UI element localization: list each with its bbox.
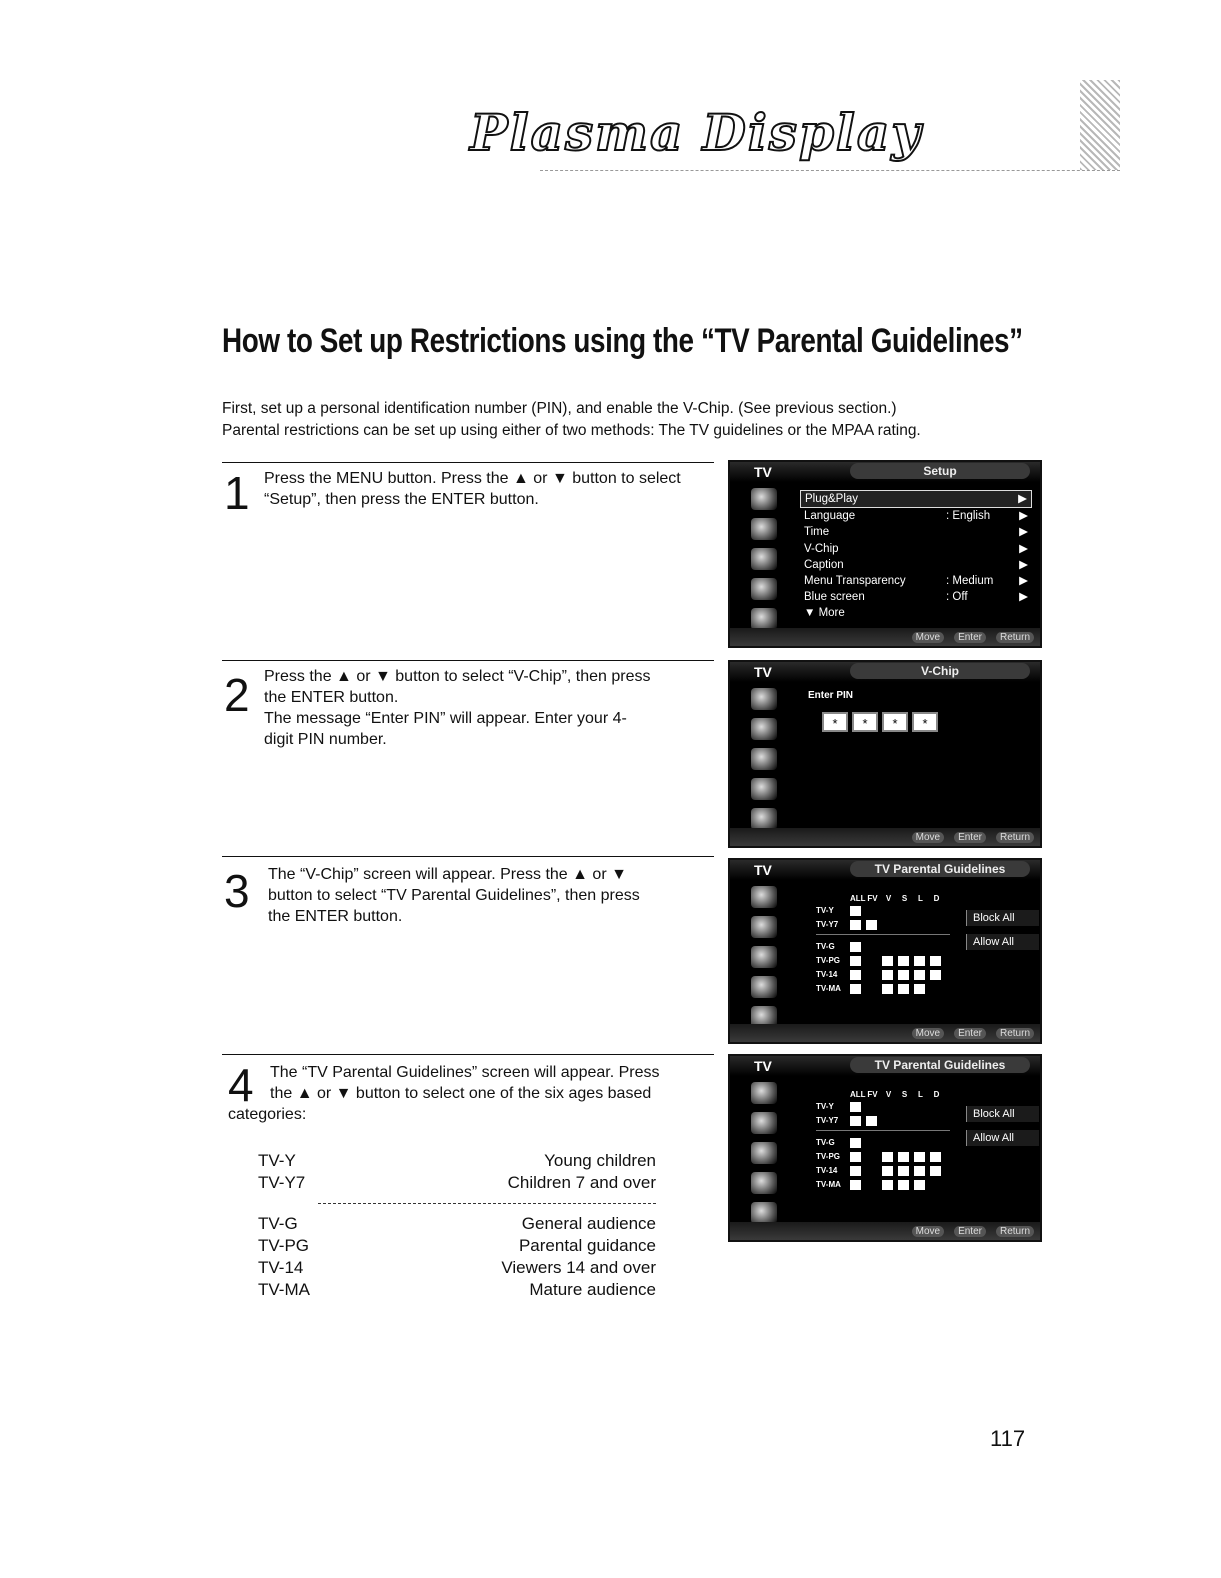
- grid-row[interactable]: [816, 1150, 950, 1163]
- lock-cell[interactable]: [898, 956, 909, 966]
- age-code: TV-G: [258, 1214, 298, 1233]
- lock-cell[interactable]: [898, 984, 909, 994]
- col-header: L: [918, 1090, 923, 1099]
- page-number: 117: [990, 1426, 1026, 1451]
- lock-cell[interactable]: [850, 970, 861, 980]
- grid-row[interactable]: [816, 1164, 950, 1177]
- menu-value: [946, 605, 1016, 621]
- setup-icon: [751, 976, 777, 998]
- lock-cell[interactable]: [930, 970, 941, 980]
- input-icon: [751, 1202, 777, 1224]
- lock-cell[interactable]: [850, 942, 861, 952]
- input-icon: [751, 608, 777, 630]
- lock-cell[interactable]: [882, 1180, 893, 1190]
- tv-label: TV: [754, 1058, 772, 1074]
- page-title: How to Set up Restrictions using the “TV Parental Guidelines”: [222, 322, 1023, 360]
- row-label: TV-MA: [816, 984, 841, 993]
- setup-icon: [751, 1172, 777, 1194]
- menu-value: [946, 557, 1016, 573]
- age-desc: Young children: [544, 1151, 656, 1170]
- age-code: TV-MA: [258, 1280, 310, 1299]
- col-header: S: [901, 894, 908, 903]
- lock-cell[interactable]: [850, 1166, 861, 1176]
- row-label: TV-G: [816, 1138, 835, 1147]
- setup-menu: [800, 490, 1032, 622]
- menu-label: Time: [804, 526, 830, 539]
- lock-cell[interactable]: [850, 920, 861, 930]
- step-line: “Setup”, then press the ENTER button.: [264, 491, 539, 508]
- step-line: The message “Enter PIN” will appear. Enter your 4-: [264, 710, 627, 727]
- step-number: 3: [224, 865, 250, 917]
- tv-label: TV: [754, 862, 772, 878]
- lock-cell[interactable]: [914, 984, 925, 994]
- lock-cell[interactable]: [866, 970, 877, 980]
- step-text: [264, 468, 720, 510]
- menu-item-blue-screen[interactable]: [800, 589, 1032, 605]
- lock-cell[interactable]: [898, 970, 909, 980]
- move-hint: Move: [912, 632, 944, 643]
- arrow-right-icon: [1016, 605, 1028, 621]
- lock-cell[interactable]: [914, 1180, 925, 1190]
- lock-cell[interactable]: [882, 1152, 893, 1162]
- col-header: D: [933, 1090, 940, 1099]
- age-row: [258, 1257, 656, 1279]
- lock-cell[interactable]: [898, 1152, 909, 1162]
- grid-divider: [816, 1130, 950, 1135]
- tv-title-bar: [730, 1056, 1040, 1076]
- menu-label: Plug&Play: [805, 493, 859, 505]
- step-divider: [222, 462, 714, 463]
- tv-title-bar: [730, 662, 1040, 682]
- age-category-list: [258, 1150, 656, 1301]
- grid-row[interactable]: [816, 968, 950, 981]
- lock-cell[interactable]: [914, 970, 925, 980]
- menu-item-language[interactable]: [800, 508, 1032, 524]
- channel-icon: [751, 1142, 777, 1164]
- menu-label: Language: [804, 510, 856, 523]
- move-hint: Move: [912, 832, 944, 843]
- row-label: TV-Y: [816, 906, 834, 915]
- step-text: [264, 666, 720, 750]
- arrow-right-icon: ▶: [1019, 591, 1028, 604]
- col-header: FV: [867, 1090, 878, 1099]
- grid-row[interactable]: [816, 1178, 950, 1191]
- menu-label: Menu Transparency: [804, 574, 906, 587]
- age-desc: Mature audience: [529, 1280, 656, 1299]
- col-header: V: [885, 894, 892, 903]
- step-divider: [222, 856, 714, 857]
- grid-row[interactable]: [816, 1100, 950, 1113]
- menu-label: Blue screen: [804, 591, 865, 604]
- menu-item-time[interactable]: [800, 524, 1032, 540]
- enter-hint: Enter: [954, 1028, 986, 1039]
- pin-digit[interactable]: *: [822, 712, 848, 732]
- grid-header: [816, 1090, 950, 1099]
- sound-icon: [751, 916, 777, 938]
- block-all-button[interactable]: Block All: [966, 910, 1039, 926]
- lock-cell[interactable]: [866, 1152, 877, 1162]
- lock-cell[interactable]: [866, 984, 877, 994]
- tv-footer: [730, 628, 1040, 646]
- menu-value: [946, 524, 1016, 540]
- enter-hint: Enter: [954, 632, 986, 643]
- lock-cell[interactable]: [866, 1166, 877, 1176]
- step-divider: [222, 1054, 714, 1055]
- menu-label: V-Chip: [804, 542, 839, 555]
- arrow-right-icon: ▶: [1019, 542, 1028, 555]
- channel-icon: [751, 548, 777, 570]
- sound-icon: [751, 518, 777, 540]
- lock-cell[interactable]: [882, 970, 893, 980]
- grid-header: [816, 894, 950, 903]
- arrow-right-icon: ▶: [1019, 510, 1028, 523]
- step-line: the ▲ or ▼ button to select one of the six ages based: [270, 1085, 652, 1102]
- col-header: D: [933, 894, 940, 903]
- row-label: TV-PG: [816, 1152, 841, 1161]
- arrow-right-icon: ▶: [1019, 558, 1028, 571]
- step-number: 1: [224, 467, 250, 519]
- logo-word-plasma: Plasma: [470, 102, 685, 162]
- step-line: the ENTER button.: [264, 689, 399, 706]
- arrow-right-icon: ▶: [1018, 493, 1027, 505]
- lock-cell[interactable]: [930, 956, 941, 966]
- tv-title-bar: [730, 462, 1040, 482]
- age-row: [258, 1235, 656, 1257]
- menu-item-more[interactable]: [800, 605, 1032, 621]
- intro-paragraph: [222, 398, 1042, 442]
- row-label: TV-Y7: [816, 1116, 839, 1125]
- pin-digit[interactable]: *: [912, 712, 938, 732]
- return-hint: Return: [996, 832, 1034, 843]
- tv-screen-setup: [728, 460, 1042, 648]
- age-desc: Children 7 and over: [507, 1173, 656, 1192]
- picture-icon: [751, 688, 777, 710]
- pin-digit[interactable]: *: [882, 712, 908, 732]
- plasma-display-logo: [470, 92, 1030, 172]
- grid-row[interactable]: [816, 918, 950, 931]
- step-line: Press the ▲ or ▼ button to select “V-Chip”, then press: [264, 668, 651, 685]
- input-icon: [751, 808, 777, 830]
- grid-row[interactable]: [816, 1136, 950, 1149]
- col-header: ALL: [850, 1090, 866, 1099]
- sound-icon: [751, 718, 777, 740]
- lock-cell[interactable]: [882, 956, 893, 966]
- age-code: TV-PG: [258, 1236, 310, 1255]
- enter-pin-label: Enter PIN: [808, 690, 854, 701]
- col-header: L: [918, 894, 923, 903]
- step-divider: [222, 660, 714, 661]
- allow-all-button[interactable]: Allow All: [966, 934, 1039, 950]
- col-header: V: [885, 1090, 892, 1099]
- block-all-button[interactable]: Block All: [966, 1106, 1039, 1122]
- tv-screen-guidelines-selected: [728, 1054, 1042, 1242]
- menu-item-menu-transparency[interactable]: [800, 573, 1032, 589]
- menu-value: : Off: [946, 591, 968, 604]
- grid-row[interactable]: [816, 904, 950, 917]
- pin-input[interactable]: [822, 712, 938, 732]
- move-hint: Move: [912, 1226, 944, 1237]
- age-separator: [318, 1203, 656, 1204]
- menu-value: : English: [946, 510, 991, 523]
- tv-footer: [730, 828, 1040, 846]
- tv-side-icons: [744, 886, 784, 1028]
- return-hint: Return: [996, 1226, 1034, 1237]
- step-line: Press the MENU button. Press the ▲ or ▼ button to select: [264, 470, 681, 487]
- menu-value: [945, 491, 1015, 507]
- setup-icon: [751, 778, 777, 800]
- sound-icon: [751, 1112, 777, 1134]
- lock-cell[interactable]: [850, 1152, 861, 1162]
- menu-item-caption[interactable]: [800, 557, 1032, 573]
- screen-title: TV Parental Guidelines: [850, 1057, 1030, 1073]
- pin-digit[interactable]: *: [852, 712, 878, 732]
- intro-line: Parental restrictions can be set up using either of two methods: The TV guidelines or the MPAA rating.: [222, 422, 921, 439]
- arrow-right-icon: ▶: [1019, 574, 1028, 587]
- lock-cell[interactable]: [914, 1166, 925, 1176]
- lock-cell[interactable]: [930, 1166, 941, 1176]
- tv-side-icons: [744, 688, 784, 830]
- age-desc: Parental guidance: [518, 1236, 656, 1255]
- step-line: the ENTER button.: [268, 908, 403, 925]
- col-header: S: [901, 1090, 908, 1099]
- lock-cell[interactable]: [850, 1102, 861, 1112]
- channel-icon: [751, 748, 777, 770]
- row-label: TV-G: [816, 942, 835, 951]
- lock-cell[interactable]: [850, 1116, 861, 1126]
- screen-title: TV Parental Guidelines: [850, 861, 1030, 877]
- age-code: TV-Y7: [258, 1173, 306, 1192]
- lock-cell[interactable]: [914, 956, 925, 966]
- lock-cell[interactable]: [882, 984, 893, 994]
- menu-label: Caption: [804, 558, 844, 571]
- allow-all-button[interactable]: Allow All: [966, 1130, 1039, 1146]
- lock-cell[interactable]: [898, 1180, 909, 1190]
- tv-label: TV: [754, 464, 772, 480]
- arrow-right-icon: ▶: [1019, 526, 1028, 539]
- rating-grid: [816, 1090, 950, 1191]
- tv-label: TV: [754, 664, 772, 680]
- menu-label: ▼ More: [804, 607, 845, 620]
- step-line: button to select “TV Parental Guidelines”, then press: [268, 887, 640, 904]
- col-header: ALL: [850, 894, 866, 903]
- row-label: TV-MA: [816, 1180, 841, 1189]
- lock-cell[interactable]: [850, 984, 861, 994]
- grid-divider: [816, 934, 950, 939]
- age-row: [258, 1279, 656, 1301]
- lock-cell[interactable]: [866, 920, 877, 930]
- row-label: TV-Y7: [816, 920, 839, 929]
- menu-value: [946, 541, 1016, 557]
- lock-cell[interactable]: [850, 906, 861, 916]
- menu-item-plug-play[interactable]: [800, 490, 1032, 508]
- lock-cell[interactable]: [866, 956, 877, 966]
- step-number: 2: [224, 669, 250, 721]
- picture-icon: [751, 1082, 777, 1104]
- step-line: digit PIN number.: [264, 731, 387, 748]
- step-line: The “V-Chip” screen will appear. Press the ▲ or ▼: [268, 866, 627, 883]
- age-row: [258, 1172, 656, 1194]
- age-row: [258, 1213, 656, 1235]
- lock-cell[interactable]: [850, 1180, 861, 1190]
- return-hint: Return: [996, 632, 1034, 643]
- tv-screen-guidelines: [728, 858, 1042, 1044]
- tv-screen-vchip: [728, 660, 1042, 848]
- lock-cell[interactable]: [898, 1166, 909, 1176]
- tv-side-icons: [744, 488, 784, 630]
- tv-footer: [730, 1222, 1040, 1240]
- grid-row[interactable]: [816, 954, 950, 967]
- logo-ornament: [1080, 80, 1120, 170]
- row-label: TV-14: [816, 970, 838, 979]
- return-hint: Return: [996, 1028, 1034, 1039]
- lock-cell[interactable]: [866, 1116, 877, 1126]
- enter-hint: Enter: [954, 832, 986, 843]
- age-desc: Viewers 14 and over: [501, 1258, 656, 1277]
- logo-underline: [540, 170, 1120, 171]
- age-code: TV-Y: [258, 1151, 296, 1170]
- channel-icon: [751, 946, 777, 968]
- intro-line: First, set up a personal identification number (PIN), and enable the V-Chip. (See previous section.): [222, 400, 897, 417]
- lock-cell[interactable]: [850, 1138, 861, 1148]
- menu-item-vchip[interactable]: [800, 541, 1032, 557]
- age-desc: General audience: [521, 1214, 656, 1233]
- step-line: categories:: [228, 1106, 307, 1123]
- picture-icon: [751, 488, 777, 510]
- step-text: [228, 1059, 708, 1125]
- rating-grid: [816, 894, 950, 995]
- lock-cell[interactable]: [914, 1152, 925, 1162]
- tv-side-icons: [744, 1082, 784, 1224]
- step-text: [268, 864, 718, 927]
- lock-cell[interactable]: [882, 1166, 893, 1176]
- lock-cell[interactable]: [850, 956, 861, 966]
- logo-word-display: Display: [702, 102, 923, 162]
- tv-title-bar: [730, 860, 1040, 880]
- setup-icon: [751, 578, 777, 600]
- grid-row[interactable]: [816, 1114, 950, 1127]
- screen-title: V-Chip: [850, 663, 1030, 679]
- col-header: FV: [867, 894, 878, 903]
- enter-hint: Enter: [954, 1226, 986, 1237]
- menu-value: : Medium: [946, 574, 994, 587]
- picture-icon: [751, 886, 777, 908]
- row-label: TV-14: [816, 1166, 838, 1175]
- step-line: The “TV Parental Guidelines” screen will appear. Press: [270, 1064, 660, 1081]
- tv-footer: [730, 1024, 1040, 1042]
- grid-row[interactable]: [816, 940, 950, 953]
- age-code: TV-14: [258, 1258, 304, 1277]
- lock-cell[interactable]: [930, 1152, 941, 1162]
- lock-cell[interactable]: [866, 1180, 877, 1190]
- row-label: TV-Y: [816, 1102, 834, 1111]
- row-label: TV-PG: [816, 956, 841, 965]
- step-number: 4: [228, 1059, 254, 1111]
- move-hint: Move: [912, 1028, 944, 1039]
- age-row: [258, 1150, 656, 1172]
- screen-title: Setup: [850, 463, 1030, 479]
- grid-row[interactable]: [816, 982, 950, 995]
